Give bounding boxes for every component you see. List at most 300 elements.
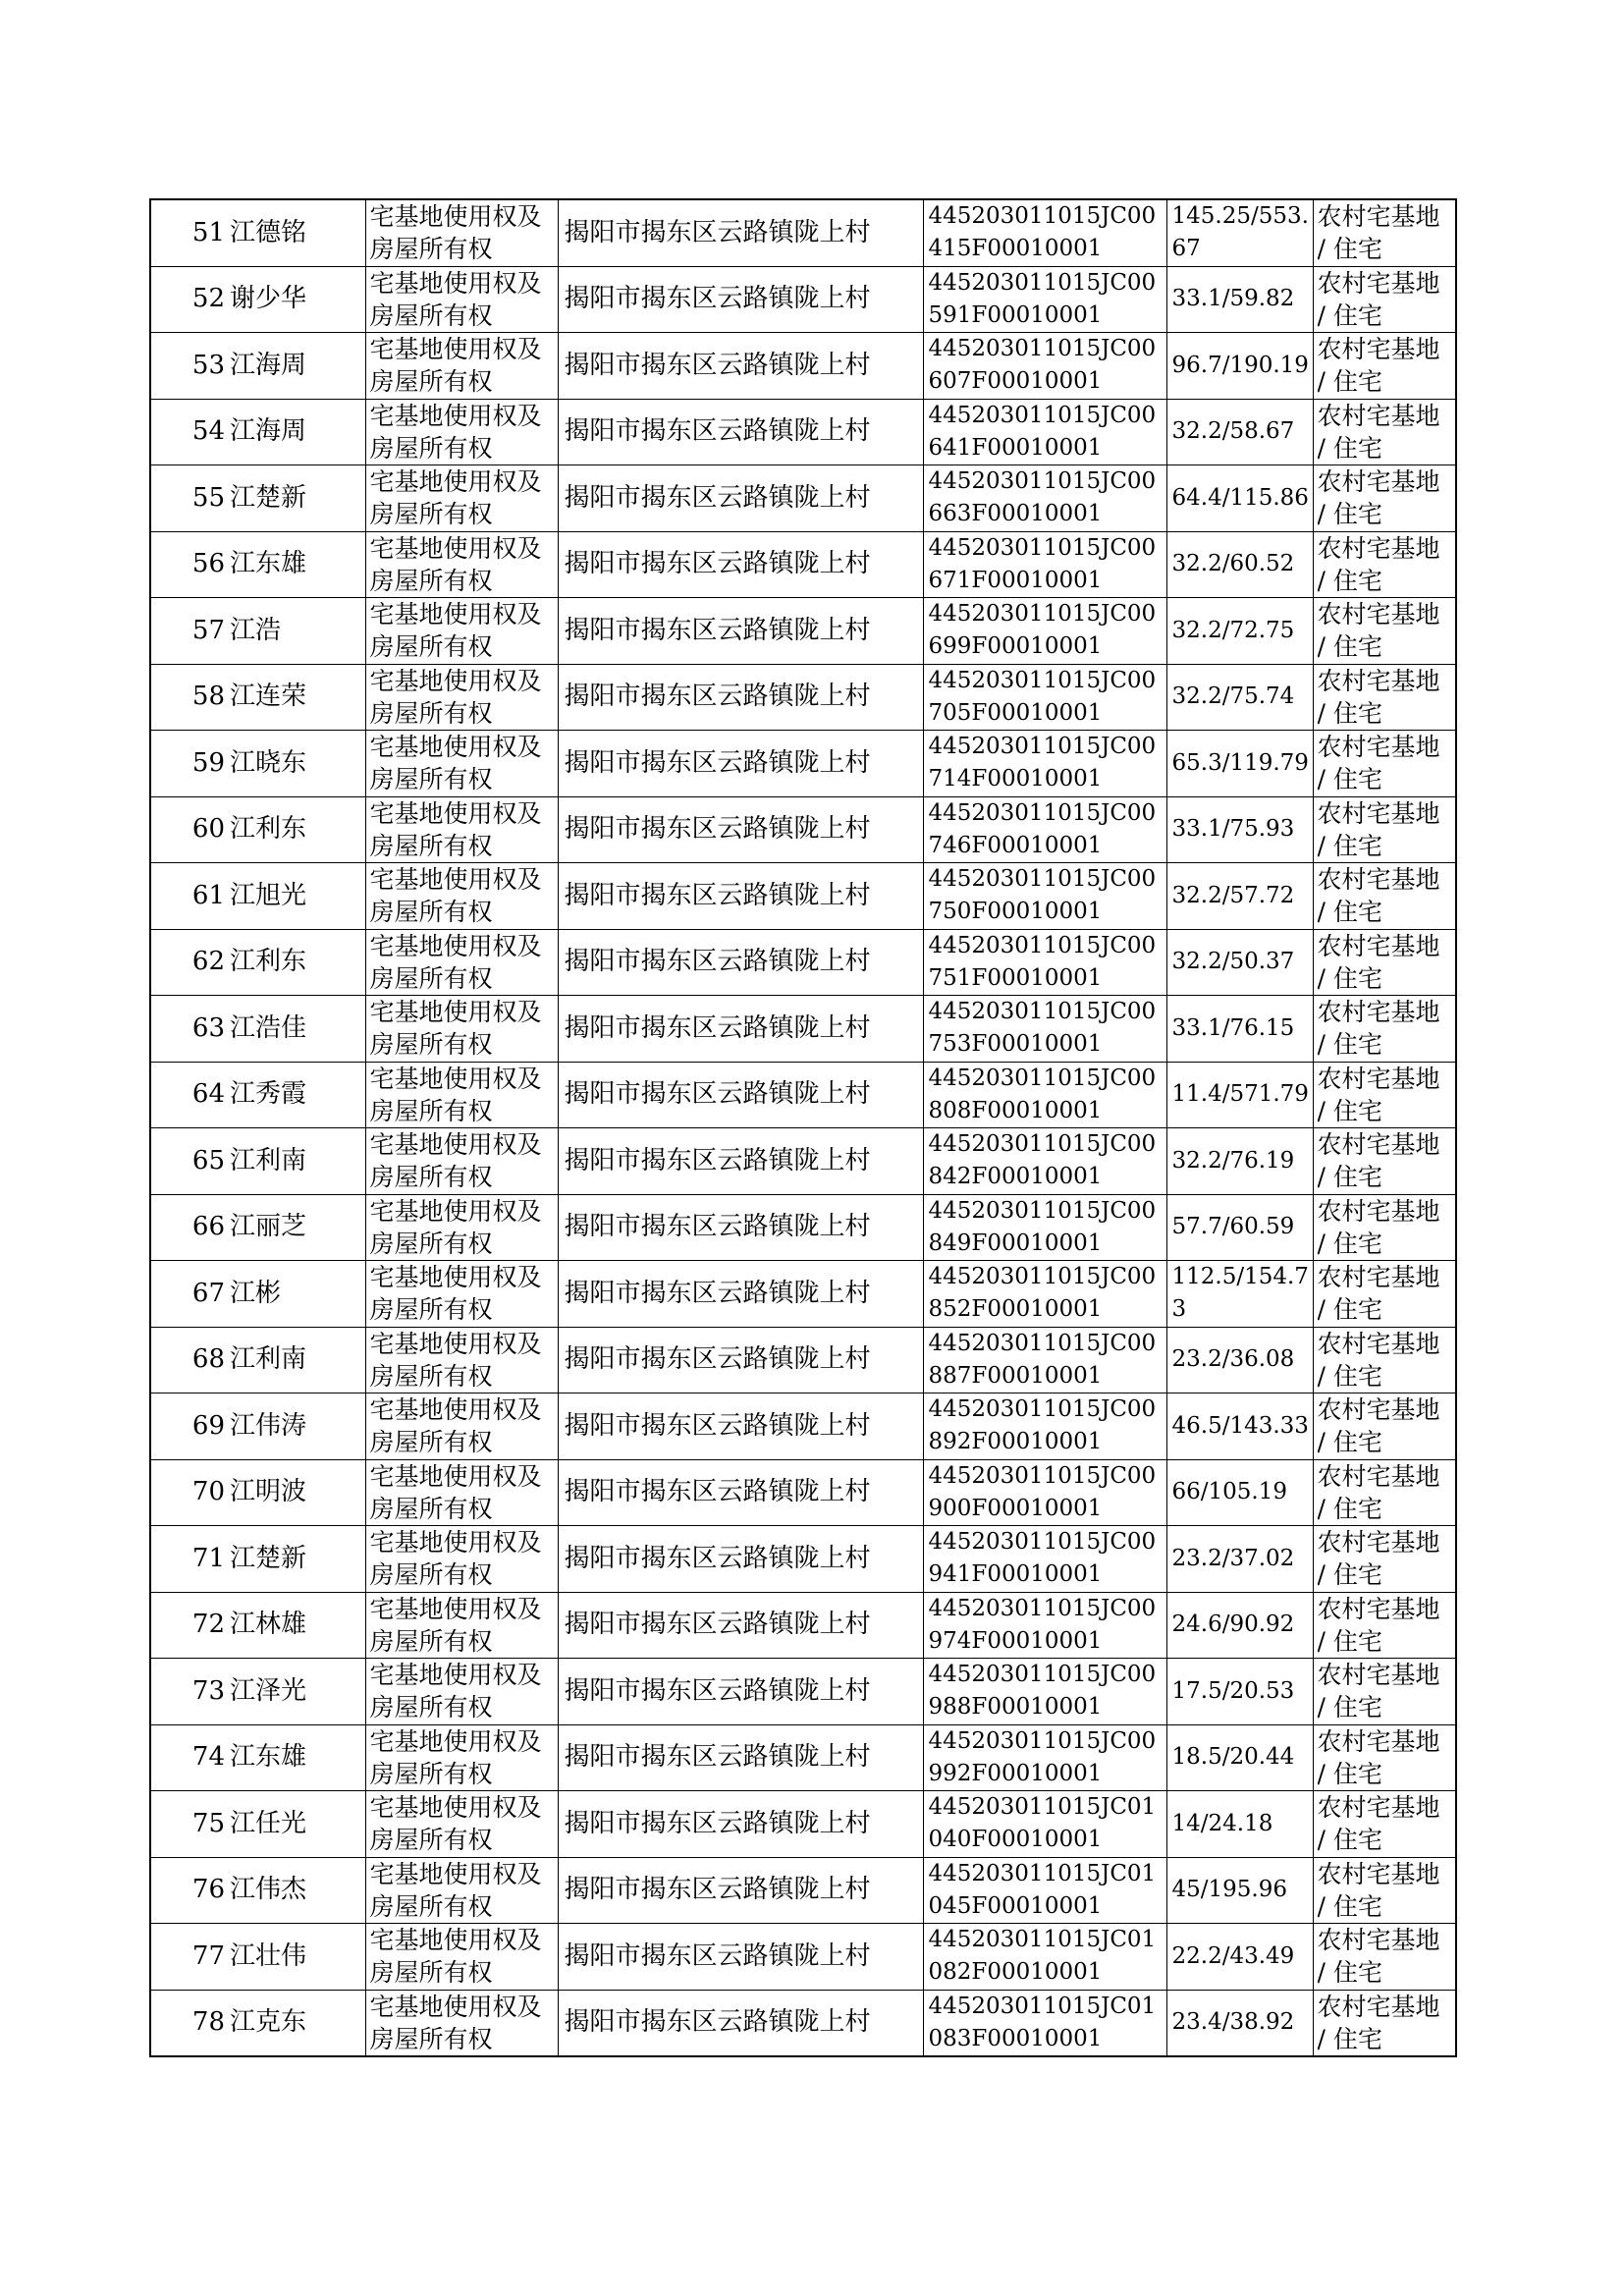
land-use-text: 农村宅基地 / 住宅 xyxy=(1317,1726,1440,1788)
land-use-text: 农村宅基地 / 住宅 xyxy=(1317,931,1440,993)
address-cell: 揭阳市揭东区云路镇陇上村 xyxy=(558,531,923,598)
area-cell xyxy=(1166,1526,1313,1593)
right-type-cell xyxy=(365,1526,558,1593)
address-cell: 揭阳市揭东区云路镇陇上村 xyxy=(558,1592,923,1659)
row-number-cell: 71 xyxy=(150,1526,228,1593)
land-use-cell xyxy=(1313,664,1456,731)
table-row xyxy=(150,1924,1456,1991)
land-use-text: 农村宅基地 / 住宅 xyxy=(1317,1992,1440,2053)
area-cell xyxy=(1166,1459,1313,1526)
owner-name-cell: 江利南 xyxy=(228,1327,365,1393)
row-number-cell: 60 xyxy=(150,796,228,863)
area-cell xyxy=(1166,1990,1313,2056)
area-text: 112.5/154.73 xyxy=(1171,1264,1309,1323)
unit-code-cell xyxy=(923,465,1166,532)
land-use-cell xyxy=(1313,1327,1456,1393)
unit-code-cell xyxy=(923,1724,1166,1791)
land-use-text: 农村宅基地 / 住宅 xyxy=(1317,733,1440,794)
area-cell xyxy=(1166,598,1313,665)
unit-code-cell xyxy=(923,1327,1166,1393)
unit-code-text: 445203011015JC00750F00010001 xyxy=(928,866,1157,925)
table-row xyxy=(150,465,1456,532)
area-cell xyxy=(1166,1724,1313,1791)
row-number-cell: 65 xyxy=(150,1128,228,1195)
area-cell xyxy=(1166,1128,1313,1195)
area-text: 18.5/20.44 xyxy=(1171,1744,1295,1771)
owner-name-cell: 江彬 xyxy=(228,1261,365,1328)
right-type-text: 宅基地使用权及房屋所有权 xyxy=(369,998,542,1060)
right-type-text: 宅基地使用权及房屋所有权 xyxy=(369,533,542,595)
table-row xyxy=(150,199,1456,266)
unit-code-text: 445203011015JC00641F00010001 xyxy=(928,402,1157,461)
land-use-cell xyxy=(1313,863,1456,930)
unit-code-text: 445203011015JC00714F00010001 xyxy=(928,734,1157,792)
land-use-cell xyxy=(1313,1128,1456,1195)
right-type-text: 宅基地使用权及房屋所有权 xyxy=(369,1793,542,1855)
unit-code-cell xyxy=(923,1526,1166,1593)
unit-code-cell xyxy=(923,929,1166,996)
area-text: 64.4/115.86 xyxy=(1171,484,1309,511)
unit-code-text: 445203011015JC00607F00010001 xyxy=(928,336,1157,395)
table-row xyxy=(150,266,1456,333)
row-number-cell: 68 xyxy=(150,1327,228,1393)
area-text: 96.7/190.19 xyxy=(1171,352,1309,378)
right-type-text: 宅基地使用权及房屋所有权 xyxy=(369,1926,542,1988)
right-type-cell xyxy=(365,1791,558,1858)
right-type-cell xyxy=(365,266,558,333)
unit-code-text: 445203011015JC00663F00010001 xyxy=(928,468,1157,527)
owner-name-cell: 江海周 xyxy=(228,399,365,465)
unit-code-cell xyxy=(923,796,1166,863)
row-number-cell: 74 xyxy=(150,1724,228,1791)
unit-code-text: 445203011015JC00842F00010001 xyxy=(928,1131,1157,1190)
address-cell: 揭阳市揭东区云路镇陇上村 xyxy=(558,1924,923,1991)
address-cell: 揭阳市揭东区云路镇陇上村 xyxy=(558,1261,923,1328)
area-text: 33.1/59.82 xyxy=(1171,286,1295,312)
unit-code-cell xyxy=(923,1857,1166,1924)
table-row xyxy=(150,598,1456,665)
area-cell xyxy=(1166,1592,1313,1659)
address-cell: 揭阳市揭东区云路镇陇上村 xyxy=(558,266,923,333)
right-type-text: 宅基地使用权及房屋所有权 xyxy=(369,202,542,264)
right-type-text: 宅基地使用权及房屋所有权 xyxy=(369,865,542,927)
unit-code-cell xyxy=(923,1261,1166,1328)
address-cell: 揭阳市揭东区云路镇陇上村 xyxy=(558,664,923,731)
unit-code-cell xyxy=(923,1924,1166,1991)
unit-code-text: 445203011015JC00900F00010001 xyxy=(928,1462,1157,1521)
land-use-cell xyxy=(1313,598,1456,665)
area-text: 57.7/60.59 xyxy=(1171,1214,1295,1240)
land-use-text: 农村宅基地 / 住宅 xyxy=(1317,533,1440,595)
row-number-cell: 72 xyxy=(150,1592,228,1659)
owner-name-cell: 江楚新 xyxy=(228,1526,365,1593)
right-type-cell xyxy=(365,1990,558,2056)
unit-code-cell xyxy=(923,598,1166,665)
unit-code-text: 445203011015JC00699F00010001 xyxy=(928,601,1157,660)
address-cell: 揭阳市揭东区云路镇陇上村 xyxy=(558,1062,923,1128)
owner-name-cell: 江克东 xyxy=(228,1990,365,2056)
table-row xyxy=(150,1393,1456,1460)
address-cell: 揭阳市揭东区云路镇陇上村 xyxy=(558,1327,923,1393)
area-cell xyxy=(1166,465,1313,532)
right-type-text: 宅基地使用权及房屋所有权 xyxy=(369,1992,542,2053)
table-row xyxy=(150,1261,1456,1328)
address-cell: 揭阳市揭东区云路镇陇上村 xyxy=(558,333,923,400)
area-cell xyxy=(1166,1062,1313,1128)
unit-code-cell xyxy=(923,1459,1166,1526)
land-use-text: 农村宅基地 / 住宅 xyxy=(1317,268,1440,330)
area-cell xyxy=(1166,1261,1313,1328)
address-cell: 揭阳市揭东区云路镇陇上村 xyxy=(558,199,923,266)
land-use-text: 农村宅基地 / 住宅 xyxy=(1317,1064,1440,1125)
table-row xyxy=(150,863,1456,930)
right-type-cell xyxy=(365,1194,558,1261)
owner-name-cell: 江浩佳 xyxy=(228,996,365,1063)
table-row xyxy=(150,1990,1456,2056)
right-type-cell xyxy=(365,399,558,465)
unit-code-cell xyxy=(923,1791,1166,1858)
right-type-cell xyxy=(365,1327,558,1393)
owner-name-cell: 江伟涛 xyxy=(228,1393,365,1460)
table-row xyxy=(150,1526,1456,1593)
land-use-cell xyxy=(1313,996,1456,1063)
table-row xyxy=(150,1724,1456,1791)
area-cell xyxy=(1166,863,1313,930)
table-row xyxy=(150,531,1456,598)
area-text: 32.2/58.67 xyxy=(1171,418,1295,445)
land-use-cell xyxy=(1313,1592,1456,1659)
owner-name-cell: 江秀霞 xyxy=(228,1062,365,1128)
right-type-text: 宅基地使用权及房屋所有权 xyxy=(369,600,542,662)
area-cell xyxy=(1166,731,1313,797)
right-type-cell xyxy=(365,731,558,797)
land-use-cell xyxy=(1313,1526,1456,1593)
unit-code-text: 445203011015JC01082F00010001 xyxy=(928,1927,1157,1986)
table-row xyxy=(150,929,1456,996)
area-text: 33.1/75.93 xyxy=(1171,816,1295,843)
land-use-text: 农村宅基地 / 住宅 xyxy=(1317,1859,1440,1921)
row-number-cell: 78 xyxy=(150,1990,228,2056)
area-text: 11.4/571.79 xyxy=(1171,1081,1309,1108)
owner-name-cell: 江东雄 xyxy=(228,1724,365,1791)
right-type-text: 宅基地使用权及房屋所有权 xyxy=(369,1263,542,1325)
row-number-cell: 63 xyxy=(150,996,228,1063)
land-use-cell xyxy=(1313,333,1456,400)
area-text: 23.2/36.08 xyxy=(1171,1346,1295,1373)
land-use-text: 农村宅基地 / 住宅 xyxy=(1317,401,1440,463)
land-use-cell xyxy=(1313,531,1456,598)
row-number-cell: 59 xyxy=(150,731,228,797)
area-text: 65.3/119.79 xyxy=(1171,749,1309,776)
unit-code-cell xyxy=(923,863,1166,930)
area-cell xyxy=(1166,531,1313,598)
owner-name-cell: 江明波 xyxy=(228,1459,365,1526)
land-use-cell xyxy=(1313,199,1456,266)
right-type-text: 宅基地使用权及房屋所有权 xyxy=(369,1130,542,1192)
land-use-text: 农村宅基地 / 住宅 xyxy=(1317,1196,1440,1258)
address-cell: 揭阳市揭东区云路镇陇上村 xyxy=(558,399,923,465)
unit-code-cell xyxy=(923,1393,1166,1460)
table-row xyxy=(150,664,1456,731)
row-number-cell: 54 xyxy=(150,399,228,465)
unit-code-text: 445203011015JC01083F00010001 xyxy=(928,1993,1157,2051)
owner-name-cell: 江泽光 xyxy=(228,1659,365,1725)
address-cell: 揭阳市揭东区云路镇陇上村 xyxy=(558,796,923,863)
unit-code-text: 445203011015JC00992F00010001 xyxy=(928,1727,1157,1786)
right-type-cell xyxy=(365,1857,558,1924)
row-number-cell: 53 xyxy=(150,333,228,400)
right-type-cell xyxy=(365,1062,558,1128)
area-cell xyxy=(1166,199,1313,266)
land-use-text: 农村宅基地 / 住宅 xyxy=(1317,1461,1440,1523)
address-cell: 揭阳市揭东区云路镇陇上村 xyxy=(558,1393,923,1460)
property-register-table xyxy=(149,198,1457,2057)
owner-name-cell: 江壮伟 xyxy=(228,1924,365,1991)
table-row xyxy=(150,1857,1456,1924)
table-row xyxy=(150,731,1456,797)
row-number-cell: 70 xyxy=(150,1459,228,1526)
right-type-text: 宅基地使用权及房屋所有权 xyxy=(369,1329,542,1391)
right-type-text: 宅基地使用权及房屋所有权 xyxy=(369,1594,542,1656)
right-type-text: 宅基地使用权及房屋所有权 xyxy=(369,335,542,397)
address-cell: 揭阳市揭东区云路镇陇上村 xyxy=(558,1857,923,1924)
row-number-cell: 66 xyxy=(150,1194,228,1261)
right-type-text: 宅基地使用权及房屋所有权 xyxy=(369,1726,542,1788)
owner-name-cell: 江楚新 xyxy=(228,465,365,532)
unit-code-cell xyxy=(923,531,1166,598)
land-use-cell xyxy=(1313,1459,1456,1526)
area-cell xyxy=(1166,929,1313,996)
right-type-cell xyxy=(365,1393,558,1460)
unit-code-text: 445203011015JC00753F00010001 xyxy=(928,999,1157,1058)
right-type-cell xyxy=(365,1128,558,1195)
owner-name-cell: 江浩 xyxy=(228,598,365,665)
land-use-cell xyxy=(1313,1393,1456,1460)
right-type-cell xyxy=(365,598,558,665)
unit-code-text: 445203011015JC00974F00010001 xyxy=(928,1595,1157,1654)
right-type-text: 宅基地使用权及房屋所有权 xyxy=(369,467,542,529)
address-cell: 揭阳市揭东区云路镇陇上村 xyxy=(558,1128,923,1195)
right-type-cell xyxy=(365,531,558,598)
area-cell xyxy=(1166,1857,1313,1924)
land-use-cell xyxy=(1313,1261,1456,1328)
address-cell: 揭阳市揭东区云路镇陇上村 xyxy=(558,1459,923,1526)
unit-code-text: 445203011015JC00751F00010001 xyxy=(928,932,1157,991)
owner-name-cell: 江海周 xyxy=(228,333,365,400)
table-row xyxy=(150,796,1456,863)
area-text: 32.2/50.37 xyxy=(1171,949,1295,975)
area-cell xyxy=(1166,996,1313,1063)
row-number-cell: 51 xyxy=(150,199,228,266)
land-use-text: 农村宅基地 / 住宅 xyxy=(1317,467,1440,529)
right-type-cell xyxy=(365,863,558,930)
area-cell xyxy=(1166,664,1313,731)
address-cell: 揭阳市揭东区云路镇陇上村 xyxy=(558,1724,923,1791)
land-use-text: 农村宅基地 / 住宅 xyxy=(1317,865,1440,927)
area-cell xyxy=(1166,1659,1313,1725)
unit-code-cell xyxy=(923,1592,1166,1659)
area-cell xyxy=(1166,1924,1313,1991)
row-number-cell: 56 xyxy=(150,531,228,598)
right-type-text: 宅基地使用权及房屋所有权 xyxy=(369,1196,542,1258)
right-type-text: 宅基地使用权及房屋所有权 xyxy=(369,798,542,860)
area-text: 23.4/38.92 xyxy=(1171,2009,1295,2036)
right-type-cell xyxy=(365,199,558,266)
table-row xyxy=(150,1194,1456,1261)
table-row xyxy=(150,333,1456,400)
owner-name-cell: 江伟杰 xyxy=(228,1857,365,1924)
area-cell xyxy=(1166,399,1313,465)
area-cell xyxy=(1166,1327,1313,1393)
address-cell: 揭阳市揭东区云路镇陇上村 xyxy=(558,1990,923,2056)
land-use-text: 农村宅基地 / 住宅 xyxy=(1317,1661,1440,1722)
row-number-cell: 52 xyxy=(150,266,228,333)
land-use-text: 农村宅基地 / 住宅 xyxy=(1317,1263,1440,1325)
land-use-text: 农村宅基地 / 住宅 xyxy=(1317,1594,1440,1656)
area-text: 32.2/57.72 xyxy=(1171,882,1295,908)
right-type-cell xyxy=(365,465,558,532)
right-type-cell xyxy=(365,929,558,996)
right-type-text: 宅基地使用权及房屋所有权 xyxy=(369,401,542,463)
unit-code-cell xyxy=(923,199,1166,266)
owner-name-cell: 江晓东 xyxy=(228,731,365,797)
table-row xyxy=(150,1659,1456,1725)
row-number-cell: 67 xyxy=(150,1261,228,1328)
area-text: 33.1/76.15 xyxy=(1171,1014,1295,1041)
right-type-text: 宅基地使用权及房屋所有权 xyxy=(369,1461,542,1523)
owner-name-cell: 江东雄 xyxy=(228,531,365,598)
unit-code-text: 445203011015JC00849F00010001 xyxy=(928,1197,1157,1256)
area-cell xyxy=(1166,333,1313,400)
land-use-cell xyxy=(1313,465,1456,532)
table-row xyxy=(150,1459,1456,1526)
land-use-text: 农村宅基地 / 住宅 xyxy=(1317,798,1440,860)
address-cell: 揭阳市揭东区云路镇陇上村 xyxy=(558,1526,923,1593)
land-use-cell xyxy=(1313,731,1456,797)
unit-code-cell xyxy=(923,731,1166,797)
unit-code-text: 445203011015JC00746F00010001 xyxy=(928,799,1157,858)
area-cell xyxy=(1166,1393,1313,1460)
land-use-text: 农村宅基地 / 住宅 xyxy=(1317,1395,1440,1457)
right-type-cell xyxy=(365,1459,558,1526)
land-use-text: 农村宅基地 / 住宅 xyxy=(1317,1528,1440,1590)
address-cell: 揭阳市揭东区云路镇陇上村 xyxy=(558,731,923,797)
area-text: 22.2/43.49 xyxy=(1171,1942,1295,1969)
right-type-text: 宅基地使用权及房屋所有权 xyxy=(369,931,542,993)
address-cell: 揭阳市揭东区云路镇陇上村 xyxy=(558,929,923,996)
unit-code-cell xyxy=(923,266,1166,333)
unit-code-cell xyxy=(923,1990,1166,2056)
unit-code-text: 445203011015JC00415F00010001 xyxy=(928,203,1157,262)
address-cell: 揭阳市揭东区云路镇陇上村 xyxy=(558,1194,923,1261)
row-number-cell: 58 xyxy=(150,664,228,731)
land-use-text: 农村宅基地 / 住宅 xyxy=(1317,998,1440,1060)
area-cell xyxy=(1166,796,1313,863)
table-body xyxy=(150,199,1456,2056)
right-type-cell xyxy=(365,664,558,731)
unit-code-text: 445203011015JC00887F00010001 xyxy=(928,1330,1157,1389)
area-text: 46.5/143.33 xyxy=(1171,1412,1309,1439)
right-type-text: 宅基地使用权及房屋所有权 xyxy=(369,1064,542,1125)
table-row xyxy=(150,1791,1456,1858)
land-use-cell xyxy=(1313,1724,1456,1791)
area-cell xyxy=(1166,1791,1313,1858)
right-type-text: 宅基地使用权及房屋所有权 xyxy=(369,1528,542,1590)
owner-name-cell: 江连荣 xyxy=(228,664,365,731)
unit-code-cell xyxy=(923,1062,1166,1128)
area-text: 24.6/90.92 xyxy=(1171,1612,1295,1638)
unit-code-text: 445203011015JC00591F00010001 xyxy=(928,269,1157,328)
address-cell: 揭阳市揭东区云路镇陇上村 xyxy=(558,863,923,930)
table-row xyxy=(150,1128,1456,1195)
land-use-text: 农村宅基地 / 住宅 xyxy=(1317,1926,1440,1988)
address-cell: 揭阳市揭东区云路镇陇上村 xyxy=(558,1791,923,1858)
land-use-cell xyxy=(1313,1659,1456,1725)
area-text: 32.2/60.52 xyxy=(1171,551,1295,577)
unit-code-cell xyxy=(923,1194,1166,1261)
address-cell: 揭阳市揭东区云路镇陇上村 xyxy=(558,996,923,1063)
unit-code-text: 445203011015JC00705F00010001 xyxy=(928,667,1157,726)
unit-code-text: 445203011015JC01040F00010001 xyxy=(928,1794,1157,1853)
row-number-cell: 77 xyxy=(150,1924,228,1991)
right-type-text: 宅基地使用权及房屋所有权 xyxy=(369,733,542,794)
land-use-text: 农村宅基地 / 住宅 xyxy=(1317,1793,1440,1855)
land-use-cell xyxy=(1313,929,1456,996)
table-row xyxy=(150,1062,1456,1128)
owner-name-cell: 江德铭 xyxy=(228,199,365,266)
land-use-text: 农村宅基地 / 住宅 xyxy=(1317,666,1440,728)
row-number-cell: 64 xyxy=(150,1062,228,1128)
right-type-cell xyxy=(365,1724,558,1791)
owner-name-cell: 江利南 xyxy=(228,1128,365,1195)
owner-name-cell: 江任光 xyxy=(228,1791,365,1858)
table-row xyxy=(150,399,1456,465)
unit-code-cell xyxy=(923,1128,1166,1195)
right-type-cell xyxy=(365,1261,558,1328)
table-row xyxy=(150,1592,1456,1659)
row-number-cell: 76 xyxy=(150,1857,228,1924)
area-text: 14/24.18 xyxy=(1171,1810,1273,1836)
right-type-text: 宅基地使用权及房屋所有权 xyxy=(369,666,542,728)
unit-code-text: 445203011015JC00808F00010001 xyxy=(928,1065,1157,1123)
land-use-cell xyxy=(1313,1062,1456,1128)
address-cell: 揭阳市揭东区云路镇陇上村 xyxy=(558,465,923,532)
unit-code-cell xyxy=(923,333,1166,400)
right-type-cell xyxy=(365,796,558,863)
unit-code-text: 445203011015JC00941F00010001 xyxy=(928,1529,1157,1588)
land-use-text: 农村宅基地 / 住宅 xyxy=(1317,1130,1440,1192)
land-use-cell xyxy=(1313,266,1456,333)
row-number-cell: 62 xyxy=(150,929,228,996)
land-use-text: 农村宅基地 / 住宅 xyxy=(1317,202,1440,264)
unit-code-text: 445203011015JC00892F00010001 xyxy=(928,1396,1157,1455)
owner-name-cell: 江利东 xyxy=(228,929,365,996)
address-cell: 揭阳市揭东区云路镇陇上村 xyxy=(558,598,923,665)
unit-code-cell xyxy=(923,399,1166,465)
area-text: 32.2/75.74 xyxy=(1171,683,1295,710)
right-type-cell xyxy=(365,996,558,1063)
area-text: 32.2/76.19 xyxy=(1171,1147,1295,1174)
unit-code-text: 445203011015JC00671F00010001 xyxy=(928,534,1157,593)
row-number-cell: 57 xyxy=(150,598,228,665)
row-number-cell: 55 xyxy=(150,465,228,532)
table-row xyxy=(150,996,1456,1063)
row-number-cell: 73 xyxy=(150,1659,228,1725)
area-cell xyxy=(1166,1194,1313,1261)
area-text: 32.2/72.75 xyxy=(1171,617,1295,643)
right-type-cell xyxy=(365,333,558,400)
owner-name-cell: 江旭光 xyxy=(228,863,365,930)
